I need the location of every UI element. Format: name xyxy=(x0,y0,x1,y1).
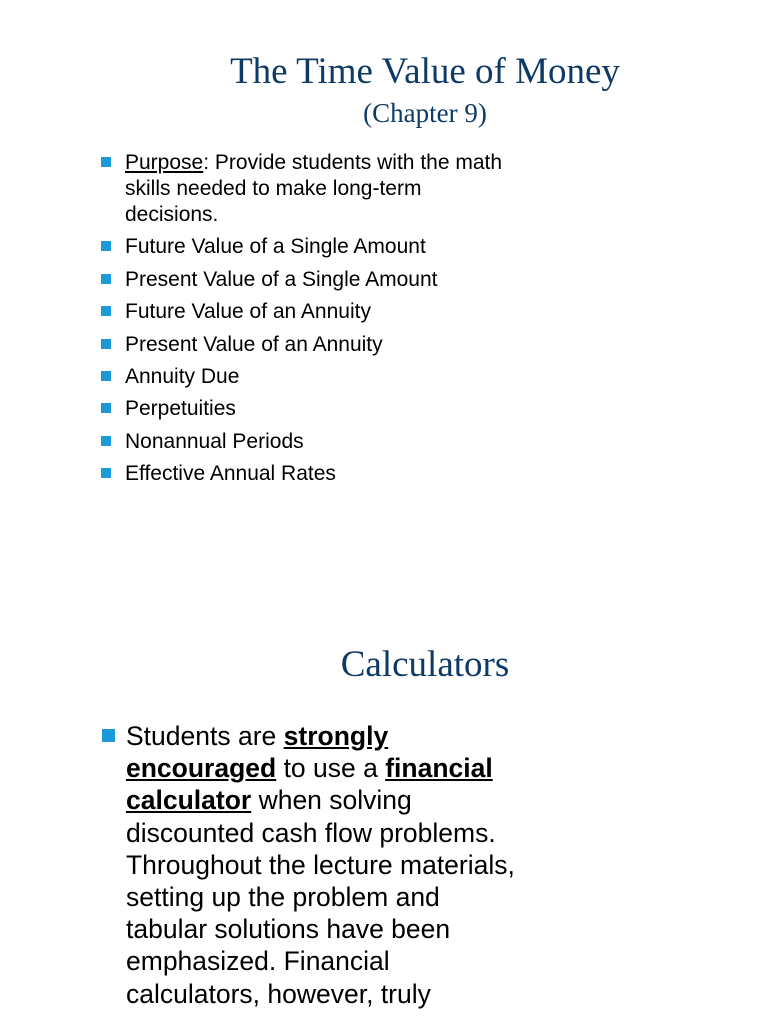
financial-calculator-emphasis: financial calculator xyxy=(126,753,493,816)
list-item xyxy=(97,720,517,1010)
topic-label: Present Value of an Annuity xyxy=(125,332,383,356)
topic-label: Annuity Due xyxy=(125,364,240,388)
list-item xyxy=(97,150,517,228)
strongly-encouraged-emphasis: strongly encouraged xyxy=(126,721,389,784)
purpose-label: Purpose xyxy=(125,151,204,174)
square-bullet-icon xyxy=(101,468,111,478)
square-bullet-icon xyxy=(101,339,111,349)
topics-list xyxy=(97,150,517,494)
list-item xyxy=(97,461,517,487)
topic-label: Effective Annual Rates xyxy=(125,462,336,486)
square-bullet-icon xyxy=(101,436,111,446)
list-item xyxy=(97,429,517,455)
square-bullet-icon xyxy=(101,371,111,381)
topic-label: Future Value of an Annuity xyxy=(125,300,371,324)
topic-label: Future Value of a Single Amount xyxy=(125,235,426,259)
topic-label: Nonannual Periods xyxy=(125,429,304,453)
calculators-list xyxy=(97,720,517,1010)
list-item xyxy=(97,267,517,293)
list-item xyxy=(97,332,517,358)
calc-text-2: to use a xyxy=(276,753,386,784)
square-bullet-icon xyxy=(101,403,111,413)
calc-text-3: when solving discounted cash flow problems. Throughout the lecture materials, setting up the problem and tabular solutions have been emphasized. Financial calculators, however, truly xyxy=(126,785,515,1009)
topic-label: Perpetuities xyxy=(125,397,236,421)
slide-title: The Time Value of Money xyxy=(230,51,620,92)
topic-label: Present Value of a Single Amount xyxy=(125,267,438,291)
list-item xyxy=(97,364,517,390)
square-bullet-icon xyxy=(101,274,111,284)
square-bullet-icon xyxy=(101,306,111,316)
square-bullet-icon xyxy=(102,729,115,742)
list-item xyxy=(97,396,517,422)
slide-subtitle: (Chapter 9) xyxy=(363,98,487,128)
square-bullet-icon xyxy=(101,241,111,251)
square-bullet-icon xyxy=(101,157,111,167)
purpose-text: : Provide students with the math skills needed to make long-term decisions. xyxy=(125,151,503,226)
calculators-title: Calculators xyxy=(340,644,510,685)
calc-text-1: Students are xyxy=(126,721,284,751)
list-item xyxy=(97,234,517,260)
list-item xyxy=(97,299,517,325)
